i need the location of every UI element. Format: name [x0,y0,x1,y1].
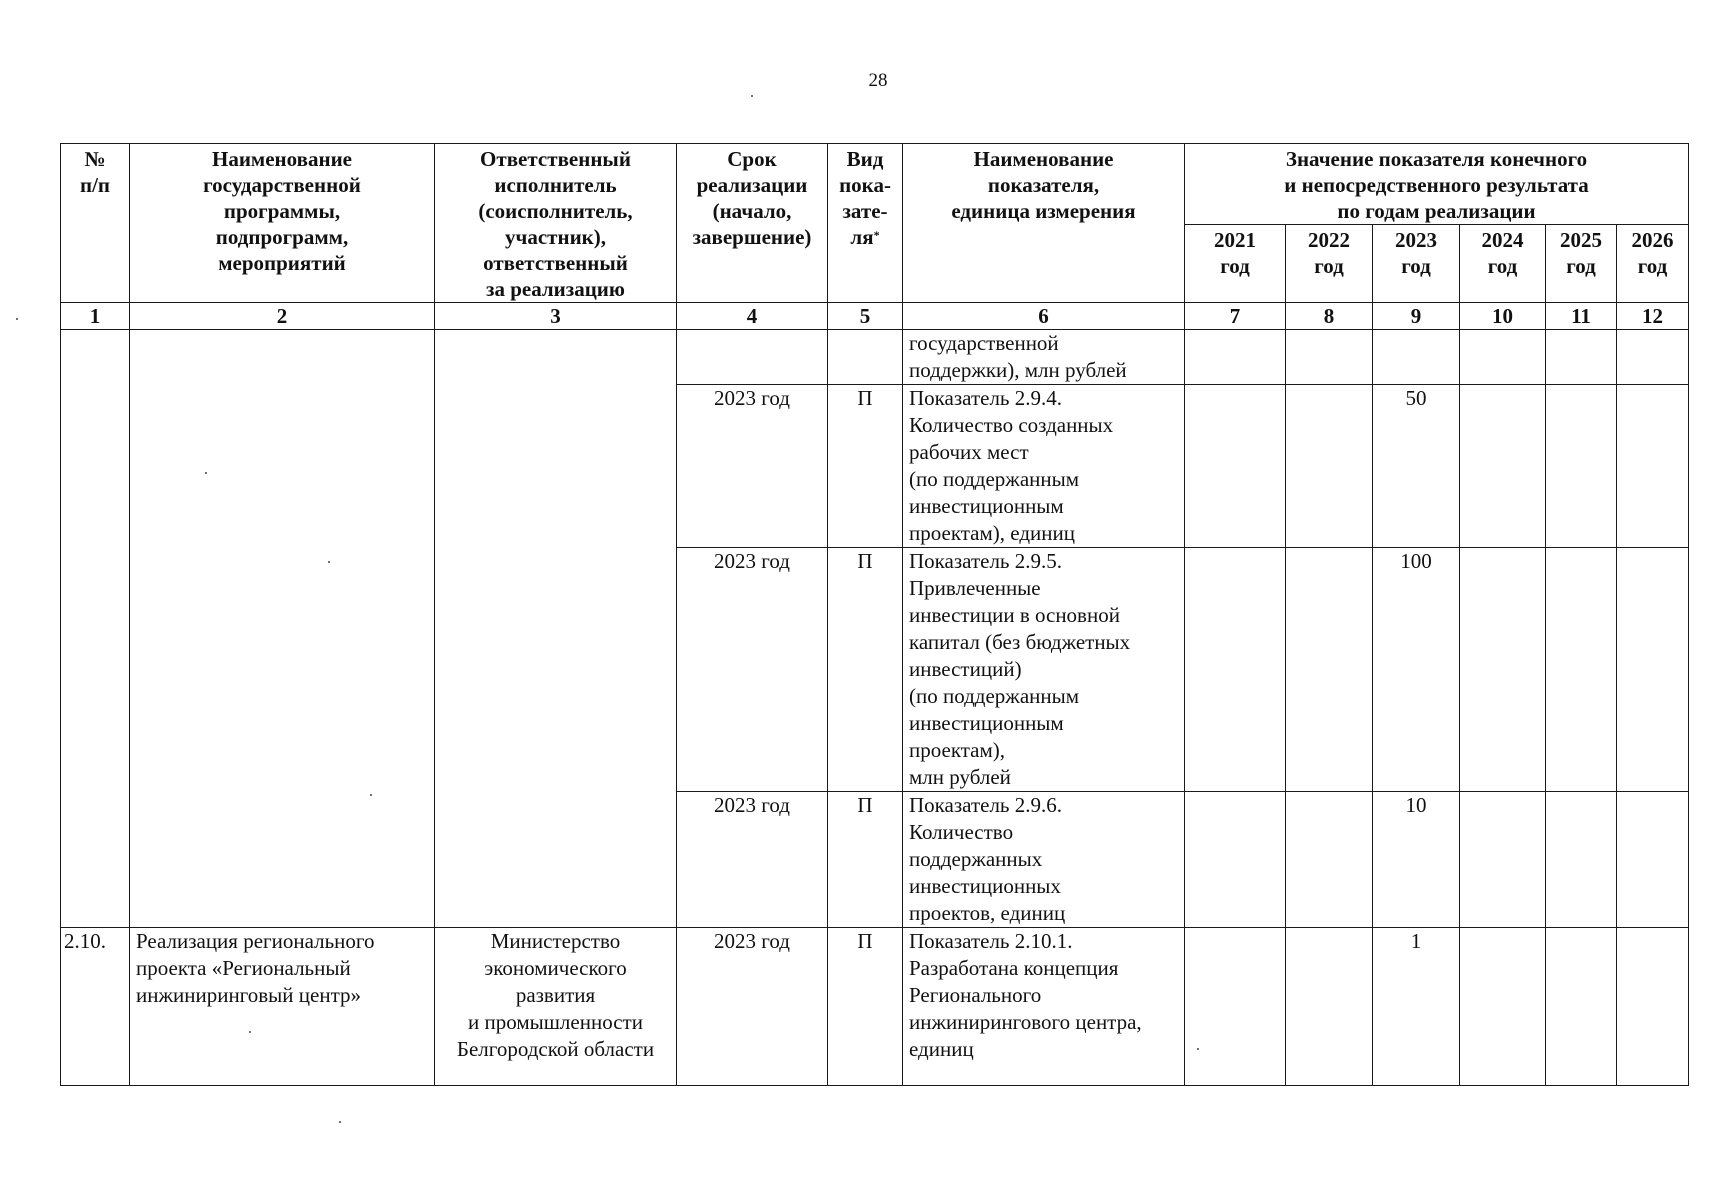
indicator-cell: Показатель 2.9.5. Привлеченные инвестиции в основной капитал (без бюджетных инвестиций) (по поддержанным инвестиционным проектам), млн рублей [903,548,1185,792]
value-2025 [1546,330,1617,385]
scan-speck [205,472,207,474]
header-year-2021: 2021 год [1185,225,1286,303]
indicator-cell: Показатель 2.10.1. Разработана концепция Регионального инжинирингового центра, единиц [903,928,1185,1086]
scan-speck [370,794,372,796]
value-2024 [1460,385,1546,548]
value-2025 [1546,928,1617,1086]
type-cell [828,330,903,385]
executor-cell [435,330,677,928]
value-2026 [1617,928,1689,1086]
value-2023: 100 [1373,548,1460,792]
term-cell: 2023 год [677,928,828,1086]
scan-speck [1197,1048,1199,1050]
scan-speck [339,1121,341,1123]
header-indicator-name: Наименование показателя, единица измерения [903,144,1185,303]
value-2025 [1546,385,1617,548]
value-2023 [1373,330,1460,385]
column-number: 8 [1286,303,1373,330]
executor-cell: Министерство экономического развития и промышленности Белгородской области [435,928,677,1086]
value-2026 [1617,385,1689,548]
header-year-2024: 2024 год [1460,225,1546,303]
value-2022 [1286,385,1373,548]
header-program-name: Наименование государственной программы, подпрограмм, мероприятий [130,144,435,303]
value-2024 [1460,330,1546,385]
value-2023: 1 [1373,928,1460,1086]
column-number: 5 [828,303,903,330]
value-2023: 10 [1373,792,1460,928]
header-number: № п/п [61,144,130,303]
indicator-cell: государственной поддержки), млн рублей [903,330,1185,385]
value-2021 [1185,330,1286,385]
column-number: 11 [1546,303,1617,330]
column-number: 10 [1460,303,1546,330]
value-2022 [1286,330,1373,385]
column-number: 12 [1617,303,1689,330]
page-number: 28 [868,70,888,91]
type-cell: П [828,548,903,792]
value-2021 [1185,792,1286,928]
header-year-2026: 2026 год [1617,225,1689,303]
value-2024 [1460,928,1546,1086]
value-2023: 50 [1373,385,1460,548]
footnote-mark: * [873,228,880,242]
header-indicator-type-label: Вид пока- зате- ля [839,147,891,249]
header-row-1 [61,144,1689,225]
value-2021 [1185,548,1286,792]
scan-speck [249,1031,251,1033]
header-year-2023: 2023 год [1373,225,1460,303]
indicator-cell: Показатель 2.9.6. Количество поддержанных инвестиционных проектов, единиц [903,792,1185,928]
term-cell: 2023 год [677,548,828,792]
scan-speck [16,318,18,320]
indicator-cell: Показатель 2.9.4. Количество созданных рабочих мест (по поддержанным инвестиционным проектам), единиц [903,385,1185,548]
row-number-cell: 2.10. [61,928,130,1086]
scan-speck [328,561,330,563]
column-number: 9 [1373,303,1460,330]
column-number-row [61,303,1689,330]
value-2021 [1185,928,1286,1086]
value-2024 [1460,792,1546,928]
scan-speck [751,95,753,97]
column-number: 1 [61,303,130,330]
value-2024 [1460,548,1546,792]
term-cell [677,330,828,385]
header-year-2022: 2022 год [1286,225,1373,303]
term-cell: 2023 год [677,792,828,928]
value-2021 [1185,385,1286,548]
value-2025 [1546,792,1617,928]
header-term: Срок реализации (начало, завершение) [677,144,828,303]
program-cell [130,330,435,928]
table-row [61,928,1689,1086]
table-row [61,330,1689,385]
column-number: 2 [130,303,435,330]
program-cell: Реализация регионального проекта «Региональный инжиниринговый центр» [130,928,435,1086]
value-2026 [1617,330,1689,385]
row-number-cell [61,330,130,928]
value-2026 [1617,792,1689,928]
header-indicator-type [828,144,903,303]
type-cell: П [828,385,903,548]
header-values-group: Значение показателя конечного и непосредственного результата по годам реализации [1185,144,1689,225]
header-executor: Ответственный исполнитель (соисполнитель, участник), ответственный за реализацию [435,144,677,303]
column-number: 7 [1185,303,1286,330]
column-number: 3 [435,303,677,330]
value-2022 [1286,548,1373,792]
value-2022 [1286,928,1373,1086]
indicators-table [60,143,1689,1086]
type-cell: П [828,928,903,1086]
value-2026 [1617,548,1689,792]
header-year-2025: 2025 год [1546,225,1617,303]
value-2025 [1546,548,1617,792]
type-cell: П [828,792,903,928]
term-cell: 2023 год [677,385,828,548]
column-number: 6 [903,303,1185,330]
value-2022 [1286,792,1373,928]
column-number: 4 [677,303,828,330]
